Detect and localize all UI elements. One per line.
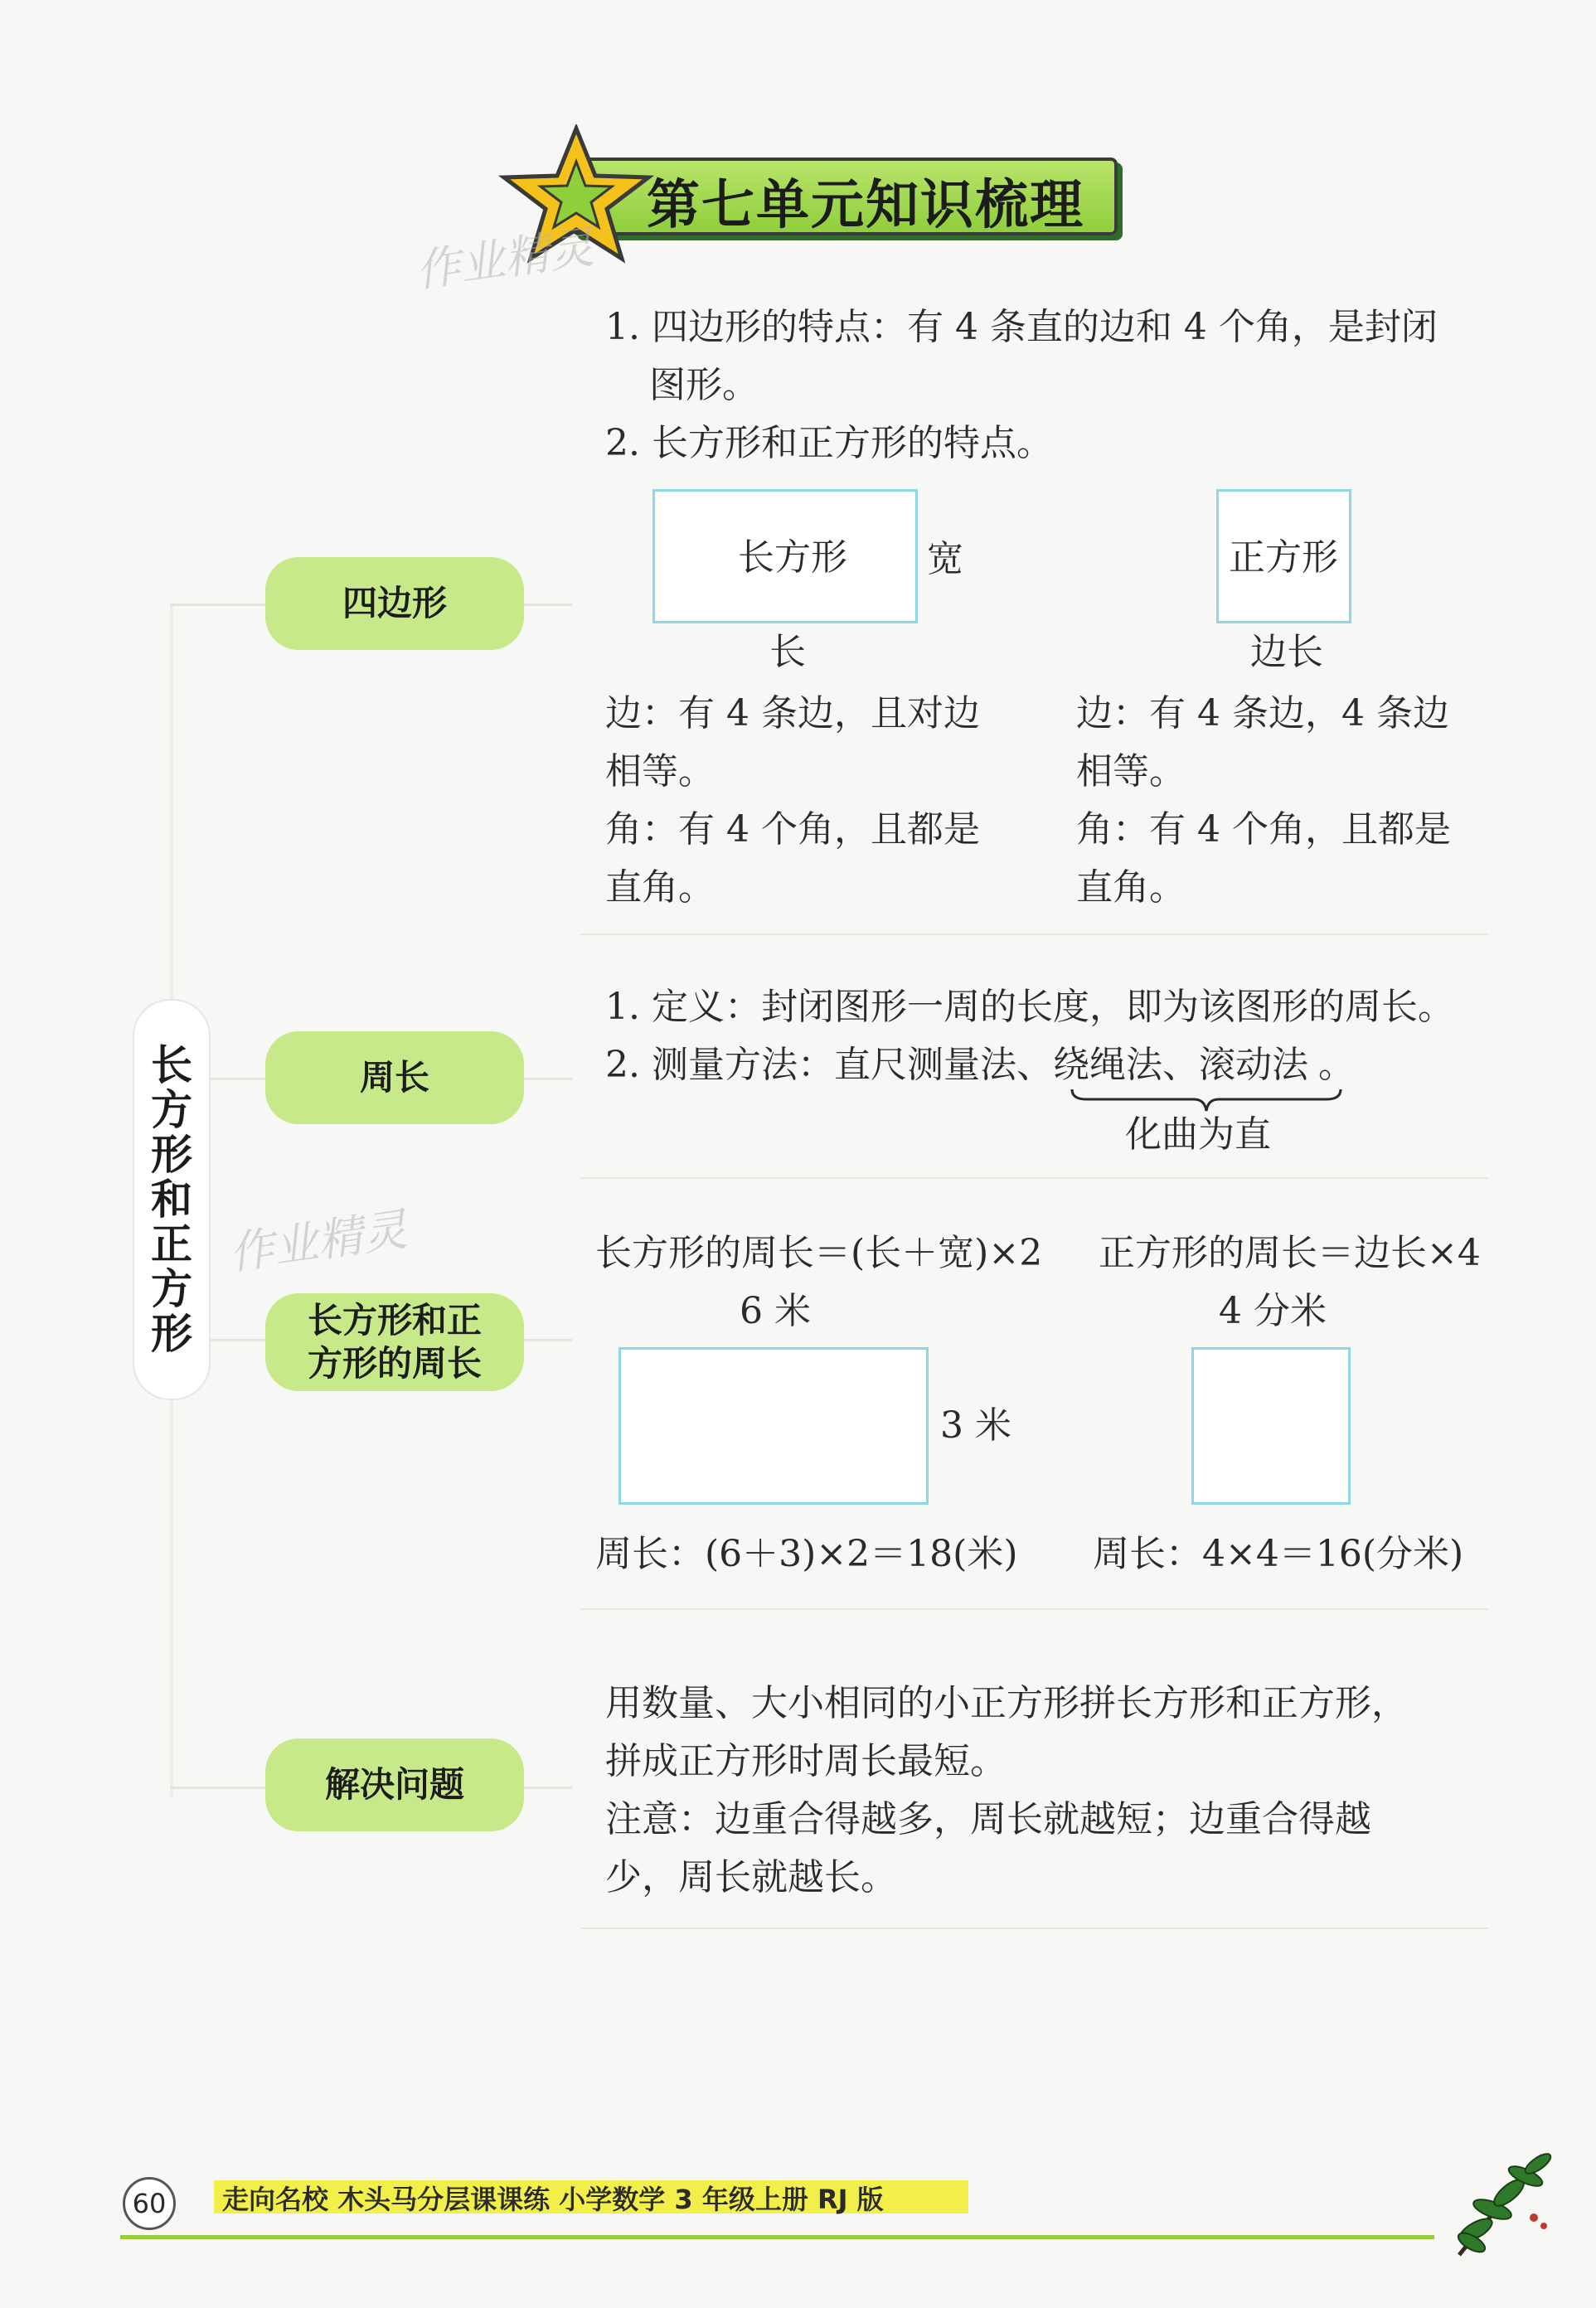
root-topic-char: 方 [151,1265,192,1313]
root-topic-char: 方 [151,1086,192,1134]
connector [522,1078,572,1080]
rect-angles-text: 直角。 [605,866,715,909]
example-square-side: 4 分米 [1219,1290,1327,1332]
root-topic-char: 正 [151,1220,192,1268]
square-edges-text: 相等。 [1076,750,1186,793]
rectangle-label: 长方形 [738,536,847,579]
root-topic-char: 形 [151,1310,192,1358]
rectangle-width-label: 宽 [927,538,963,580]
square-side-label: 边长 [1250,631,1323,673]
quad-point-2: 2. 长方形和正方形的特点。 [605,422,1053,464]
root-topic [133,999,211,1400]
square-angles-text: 角：有 4 个角，且都是 [1076,808,1451,851]
plant-decoration-icon [1443,2139,1567,2263]
square-edges-text: 边：有 4 条边，4 条边 [1076,692,1449,735]
example-rectangle [619,1347,929,1505]
divider [580,933,1488,935]
square-angles-text: 直角。 [1076,866,1186,909]
rect-angles-text: 角：有 4 个角，且都是 [605,808,980,851]
connector [170,604,269,606]
brace-note: 化曲为直 [1125,1113,1271,1156]
solve-note: 注意：边重合得越多，周长就越短；边重合得越 [605,1798,1371,1840]
example-rect-width: 3 米 [940,1404,1011,1447]
quad-point-1: 1. 四边形的特点：有 4 条直的边和 4 个角，是封闭 [605,306,1438,348]
rect-edges-text: 边：有 4 条边，且对边 [605,692,980,735]
page-title: 第七单元知识梳理 [647,175,1084,236]
divider [580,1927,1488,1929]
topic-label: 方形的周长 [307,1343,482,1384]
root-topic-char: 长 [151,1041,192,1089]
root-topic-char: 形 [151,1131,192,1179]
topic-perimeter: 周长 [265,1031,524,1124]
rect-edges-text: 相等。 [605,750,715,793]
topic-rect-perimeter [265,1293,524,1391]
solve-text: 拼成正方形时周长最短。 [605,1740,1007,1782]
perimeter-methods [605,1036,1355,1094]
methods-suffix: 。 [1317,1044,1355,1086]
connector [170,1787,269,1789]
quad-point-1-cont: 图形。 [649,364,759,406]
divider [580,1177,1488,1179]
root-topic-label [151,1043,192,1356]
divider [580,1608,1488,1610]
connector [522,604,572,606]
watermark: 作业精灵 [226,1203,410,1280]
rect-perimeter-formula: 长方形的周长＝(长＋宽)×2 [595,1232,1043,1274]
rectangle-length-label: 长 [769,631,806,673]
topic-quadrilateral: 四边形 [265,557,524,650]
solve-text: 用数量、大小相同的小正方形拼长方形和正方形， [605,1682,1408,1724]
root-topic-char: 和 [151,1176,192,1224]
methods-prefix: 2. 测量方法：直尺测量法、 [605,1044,1053,1086]
footer-book-title: 走向名校 木头马分层课课练 小学数学 3 年级上册 RJ 版 [222,2184,884,2215]
topic-problem-solving: 解决问题 [265,1738,524,1831]
page-number: 60 [123,2177,176,2230]
perimeter-definition: 1. 定义：封闭图形一周的长度，即为该图形的周长。 [605,986,1454,1028]
footer-rule [120,2235,1434,2239]
example-square [1191,1347,1351,1505]
connector [522,1339,572,1341]
square-perimeter-formula: 正方形的周长＝边长×4 [1099,1232,1481,1274]
square-perimeter-result: 周长：4×4＝16(分米) [1093,1533,1464,1575]
square-label: 正方形 [1229,536,1338,579]
watermark: 作业精灵 [412,221,597,298]
methods-braced: 绕绳法、滚动法 [1052,1044,1308,1086]
topic-label: 长方形和正 [307,1299,482,1341]
connector [522,1787,572,1789]
rect-perimeter-result: 周长：(6＋3)×2＝18(米) [595,1533,1018,1575]
example-rect-length: 6 米 [740,1290,811,1332]
solve-note: 少，周长就越长。 [605,1856,897,1898]
